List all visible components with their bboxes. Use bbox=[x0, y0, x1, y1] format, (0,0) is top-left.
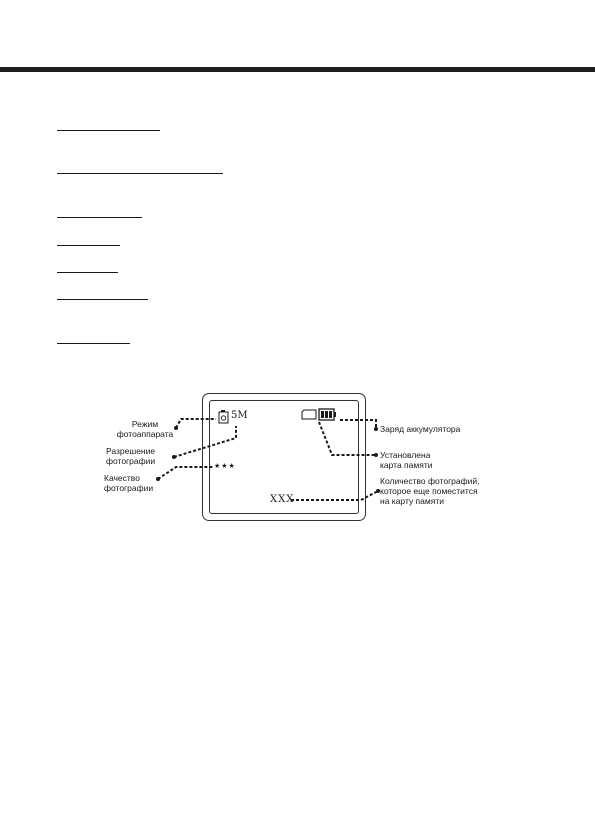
leader-memory-card bbox=[319, 422, 376, 455]
leader-quality bbox=[158, 467, 213, 479]
label-resolution: Разрешение фотографии bbox=[106, 446, 156, 466]
lcd-count-value: XXX bbox=[270, 494, 295, 505]
label-battery-charge: Заряд аккумулятора bbox=[380, 424, 461, 434]
leader-camera-mode bbox=[176, 419, 216, 428]
camera-mode-icon bbox=[219, 410, 228, 423]
leader-photos-remaining bbox=[291, 491, 378, 500]
memory-card-icon bbox=[302, 410, 316, 419]
battery-icon bbox=[319, 409, 336, 420]
lcd-quality-value: ★★★ bbox=[214, 462, 236, 470]
label-quality: Качество фотографии bbox=[104, 473, 154, 493]
label-memory-card: Установлена карта памяти bbox=[380, 450, 433, 470]
leader-battery bbox=[340, 420, 376, 429]
label-photos-remaining: Количество фотографий, которое еще поместится на карту памяти bbox=[380, 476, 480, 506]
lcd-resolution-value: 5M bbox=[231, 410, 248, 421]
label-camera-mode: Режим фотоаппарата bbox=[116, 419, 174, 439]
leader-resolution bbox=[174, 426, 236, 457]
